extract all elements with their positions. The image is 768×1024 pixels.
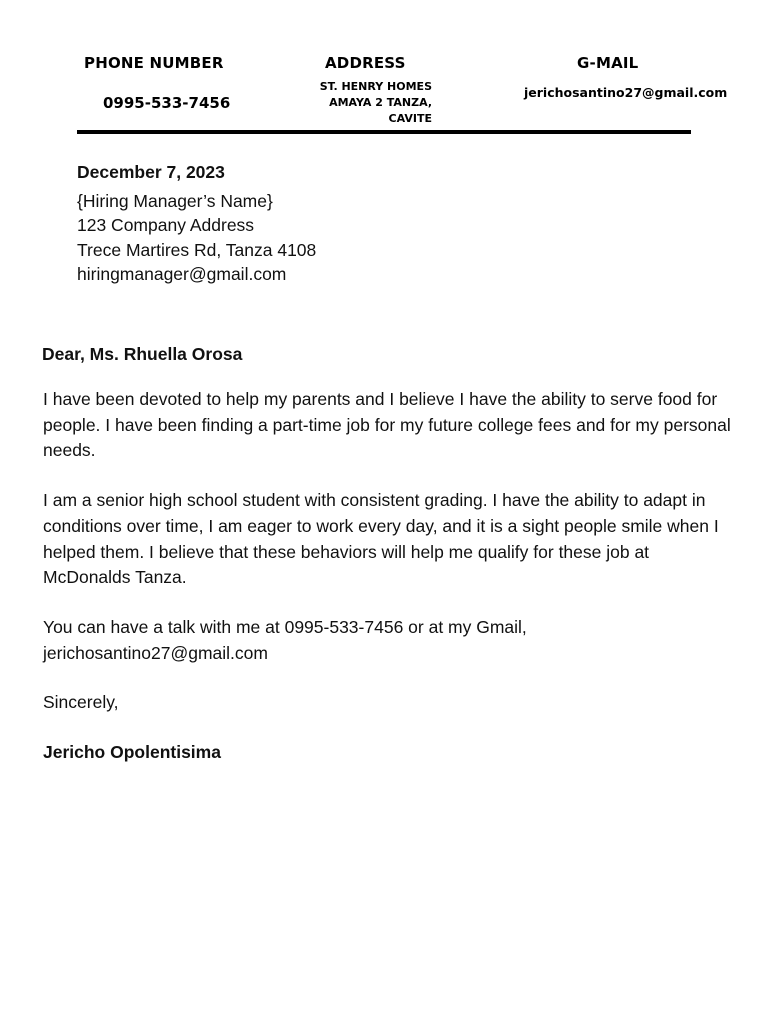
address-value — [296, 79, 432, 127]
recipient-address-line-1: 123 Company Address — [77, 215, 255, 235]
recipient-block — [77, 160, 316, 287]
recipient-name: {Hiring Manager’s Name} — [77, 190, 273, 211]
closing: Sincerely, — [43, 692, 119, 713]
phone-number-label: PHONE NUMBER — [84, 54, 224, 72]
body-paragraph: You can have a talk with me at 0995-533-7456 or at my Gmail, jerichosantino27@gmail.com — [43, 616, 527, 663]
recipient-email: hiringmanager@gmail.com — [77, 264, 287, 284]
letter-date: December 7, 2023 — [77, 162, 225, 182]
phone-number-value: 0995-533-7456 — [103, 94, 231, 112]
recipient-address-line-2: Trece Martires Rd, Tanza 4108 — [77, 239, 317, 260]
gmail-label: G-MAIL — [577, 54, 639, 72]
address-line: ST. HENRY HOMES — [319, 80, 432, 93]
address-label: ADDRESS — [325, 54, 406, 72]
body-paragraph: I am a senior high school student with consistent grading. I have the ability to adapt in conditions over time, I am eager to work every day, and it is a sight people smile when I helped them. I believe that these behaviors will help me qualify for these job at McDonalds Tanza. — [43, 490, 719, 588]
header-divider — [77, 130, 691, 134]
signature-name: Jericho Opolentisima — [43, 742, 221, 763]
gmail-value: jerichosantino27@gmail.com — [524, 85, 728, 100]
address-line: CAVITE — [388, 112, 432, 125]
body-paragraph: I have been devoted to help my parents and I believe I have the ability to serve food for people. I have been finding a part-time job for my future college fees and for my personal needs. — [43, 389, 731, 461]
salutation: Dear, Ms. Rhuella Orosa — [42, 344, 243, 364]
address-line: AMAYA 2 TANZA, — [329, 96, 432, 109]
letter-body — [43, 387, 733, 790]
